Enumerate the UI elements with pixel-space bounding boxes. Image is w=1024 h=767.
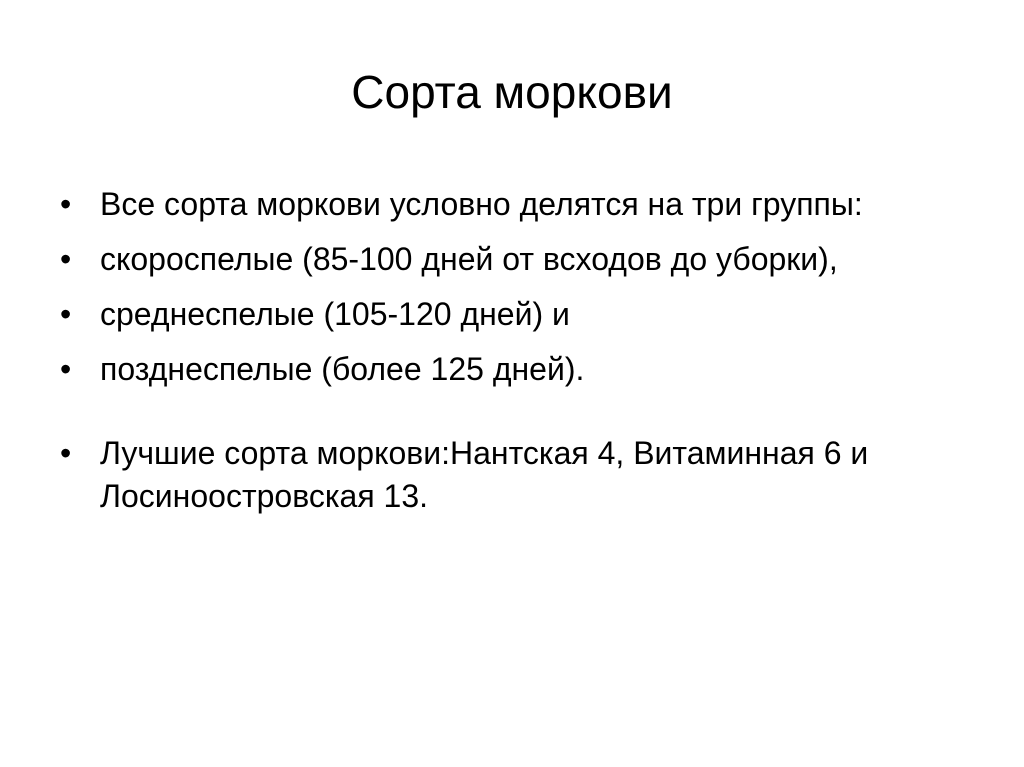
bullet-text: среднеспелые (105-120 дней) и xyxy=(100,296,570,332)
bullet-icon: • xyxy=(60,351,72,387)
bullet-icon: • xyxy=(60,296,72,332)
slide-title: Сорта моркови xyxy=(351,66,673,118)
bullet-text: Лучшие сорта моркови:Нантская 4, Витаминная 6 и Лосиноостровская 13. xyxy=(100,435,869,514)
bullet-text: позднеспелые (более 125 дней). xyxy=(100,351,585,387)
bullet-item-mid xyxy=(60,293,940,336)
bullet-icon: • xyxy=(60,435,72,471)
bullet-item-late xyxy=(60,348,940,391)
bullet-item-groups xyxy=(60,183,940,226)
bullet-icon: • xyxy=(60,186,72,222)
bullet-list xyxy=(60,183,940,530)
bullet-text: Все сорта моркови условно делятся на три группы: xyxy=(100,186,863,222)
bullet-item-best xyxy=(60,432,940,518)
bullet-text: скороспелые (85-100 дней от всходов до уборки), xyxy=(100,241,838,277)
bullet-icon: • xyxy=(60,241,72,277)
bullet-item-early xyxy=(60,238,940,281)
